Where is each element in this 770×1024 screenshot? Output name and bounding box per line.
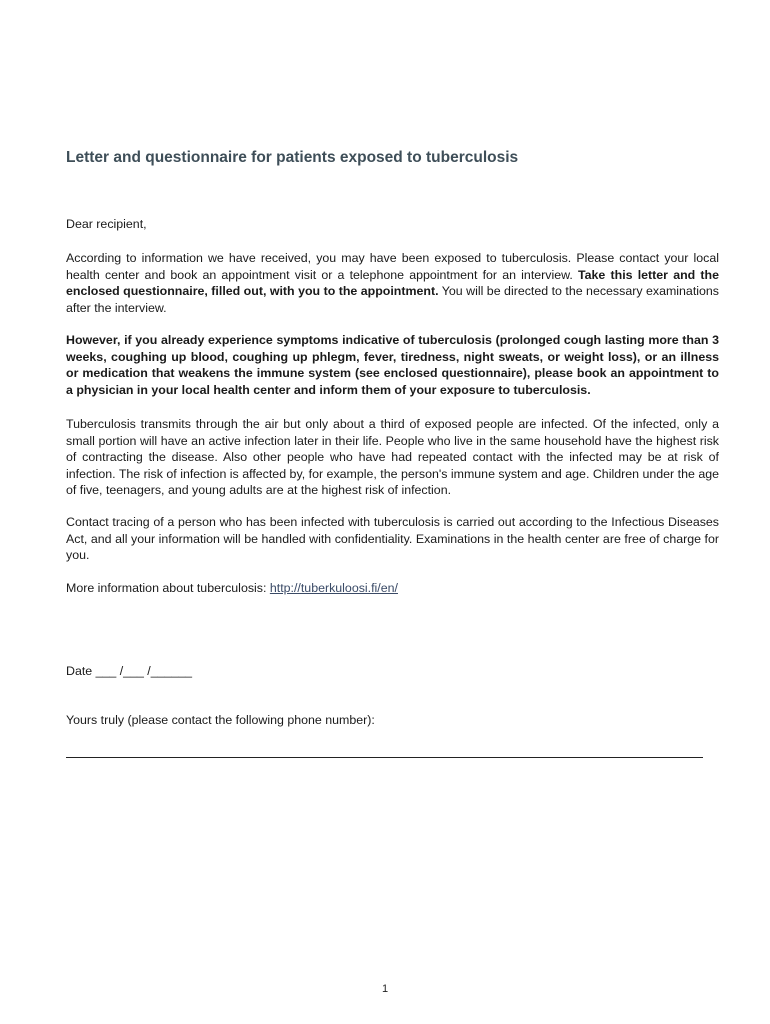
phone-number-line	[66, 757, 703, 758]
more-info-line	[66, 580, 719, 597]
greeting: Dear recipient,	[66, 217, 147, 231]
paragraph-symptoms-warning: However, if you already experience symptoms indicative of tuberculosis (prolonged cough lasting more than 3 weeks, coughing up blood, coughing up phlegm, fever, tiredness, night sweats, or weight loss), or an illness or medication that weakens the immune system (see enclosed questionnaire), please book an appointment to a physician in your local health center and inform them of your exposure to tuberculosis.	[66, 333, 719, 397]
paragraph-contact-tracing: Contact tracing of a person who has been infected with tuberculosis is carried out according to the Infectious Diseases Act, and all your information will be handled with confidentiality. Examinations in the health center are free of charge for you.	[66, 515, 719, 563]
paragraph-text: You will be directed to the necessary examinations after the interview.	[66, 284, 719, 315]
paragraph-transmission-info: Tuberculosis transmits through the air but only about a third of exposed people are infected. Of the infected, only a small portion will have an active infection later in their life. People who live in the same household have the highest risk of contracting the disease. Also other people who have had repeated contact with the infected may be at risk of infection. The risk of infection is affected by, for example, the person's immune system and age. Children under the age of five, teenagers, and young adults are at the highest risk of infection.	[66, 417, 719, 498]
more-info-link[interactable]: http://tuberkuloosi.fi/en/	[269, 581, 398, 595]
page-number: 1	[381, 983, 389, 995]
document-title: Letter and questionnaire for patients exposed to tuberculosis	[66, 149, 519, 166]
paragraph-text: According to information we have received, you may have been exposed to tuberculosis. Please contact your local health center and book an appointment visit or a telephone appointment for an interview.	[66, 251, 719, 282]
more-info-label: More information about tuberculosis:	[66, 581, 270, 595]
paragraph-bold-text: Take this letter and the enclosed questionnaire, filled out, with you to the appointment.	[66, 267, 719, 299]
date-field: Date ___ /___ /______	[66, 664, 193, 678]
paragraph-contact-instructions	[66, 250, 719, 316]
closing-line: Yours truly (please contact the following phone number):	[66, 713, 375, 727]
